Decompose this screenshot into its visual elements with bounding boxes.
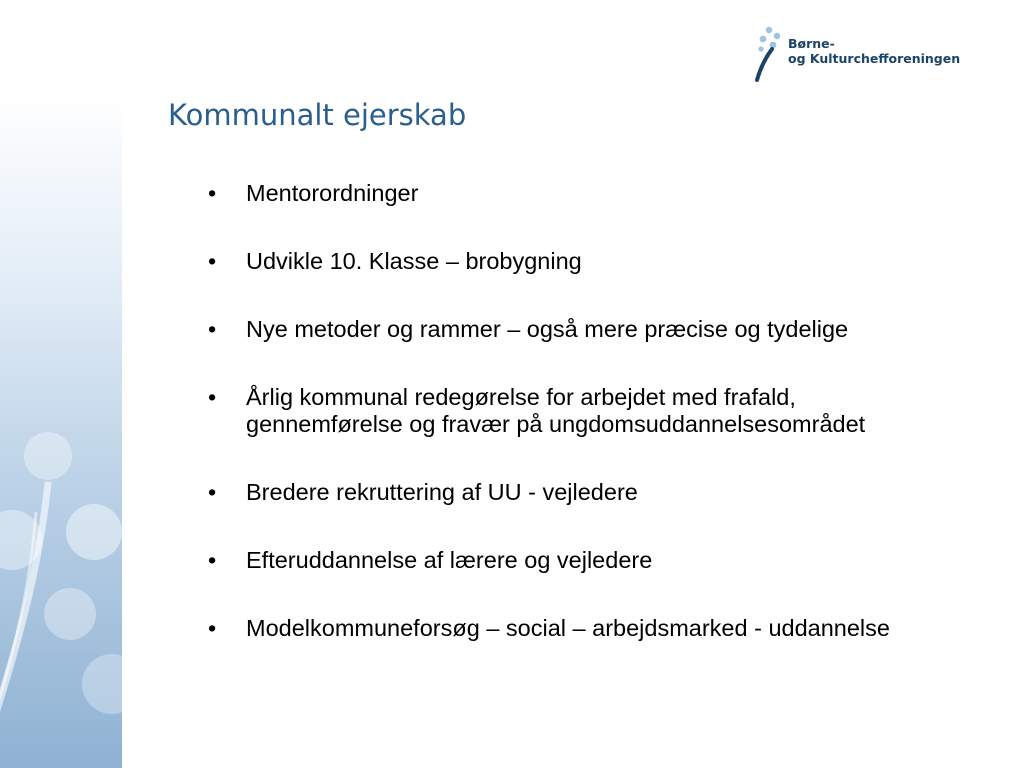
- bullet-marker: •: [208, 479, 217, 505]
- bullet-marker: •: [208, 316, 217, 342]
- bullet-text: Efteruddannelse af lærere og vejledere: [246, 547, 653, 573]
- bullet-marker: •: [208, 615, 217, 641]
- bullet-list: [208, 180, 918, 642]
- bullet-item: [208, 248, 918, 275]
- bullet-item: [208, 316, 918, 343]
- organization-logo: [752, 26, 972, 82]
- bullet-text: Årlig kommunal redegørelse for arbejdet med frafald, gennemførelse og fravær på ungdomsuddannelsesområdet: [246, 384, 866, 437]
- bullet-item: [208, 547, 918, 574]
- decorative-side-panel: [0, 92, 122, 768]
- bullet-item: [208, 615, 918, 642]
- bullet-item: [208, 180, 918, 207]
- decorative-circles-graphic: [0, 92, 122, 768]
- logo-text-line1: Børne-: [788, 36, 835, 51]
- bullet-item: [208, 384, 918, 438]
- bullet-text: Nye metoder og rammer – også mere præcise og tydelige: [246, 316, 849, 342]
- bullet-marker: •: [208, 248, 217, 274]
- bullet-text: Modelkommuneforsøg – social – arbejdsmarked - uddannelse: [246, 615, 890, 641]
- bullet-text: Bredere rekruttering af UU - vejledere: [246, 479, 638, 505]
- bullet-marker: •: [208, 384, 217, 410]
- bullet-item: [208, 479, 918, 506]
- bullet-marker: •: [208, 547, 217, 573]
- logo-icon: [752, 26, 786, 82]
- logo-text-line2: og Kulturchefforeningen: [788, 51, 961, 66]
- logo-text: [788, 36, 960, 66]
- slide-title: Kommunalt ejerskab: [168, 98, 467, 132]
- bullet-text: Mentorordninger: [246, 180, 419, 206]
- bullet-text: Udvikle 10. Klasse – brobygning: [246, 248, 582, 274]
- bullet-marker: •: [208, 180, 217, 206]
